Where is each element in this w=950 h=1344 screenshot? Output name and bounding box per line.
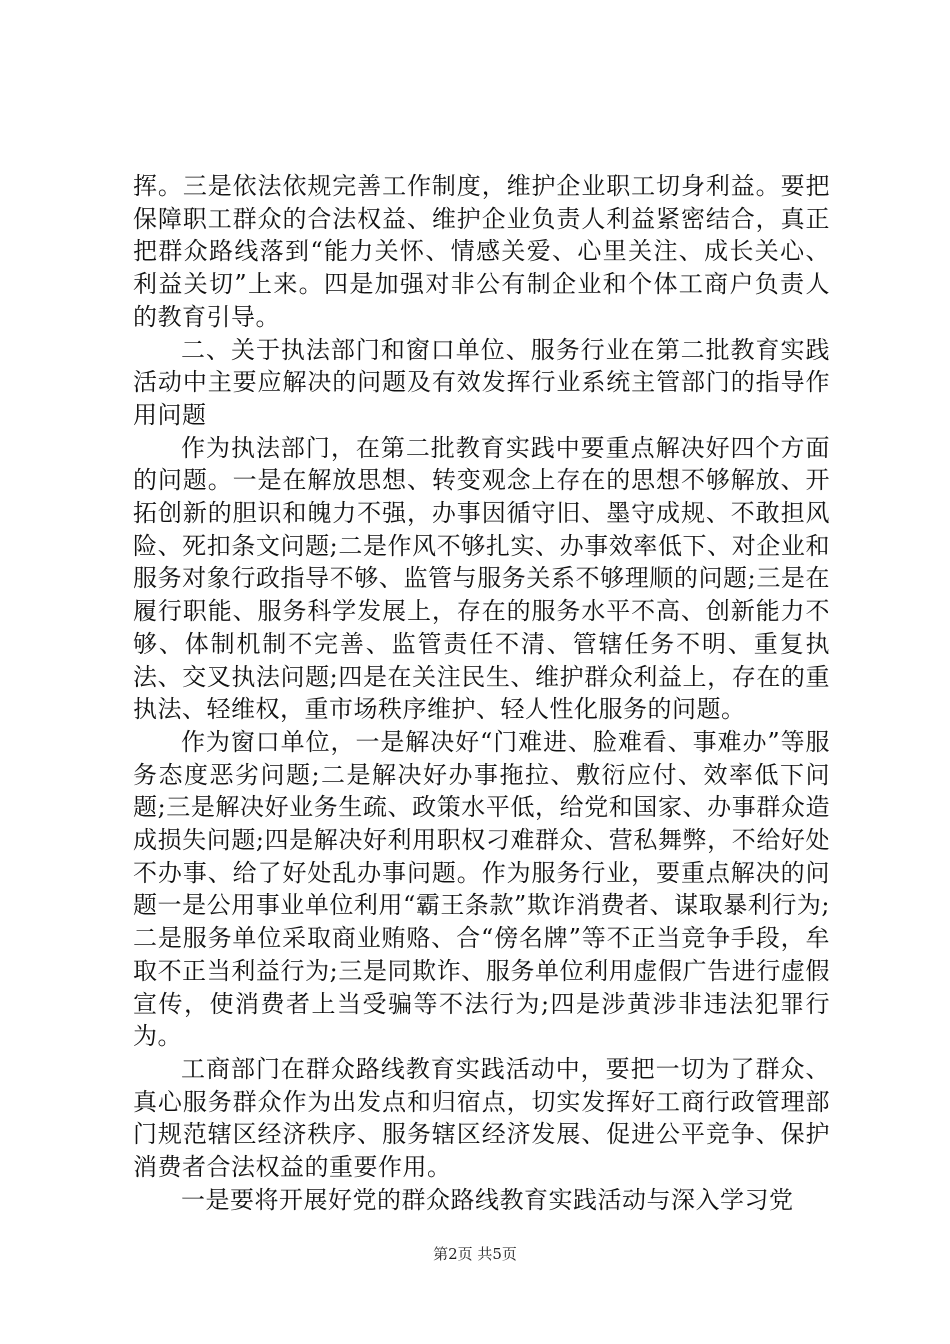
page-number-footer: 第2页 共5页: [433, 1245, 517, 1263]
paragraph-3: 作为执法部门，在第二批教育实践中要重点解决好四个方面的问题。一是在解放思想、转变观念上存在的思想不够解放、开拓创新的胆识和魄力不强，办事因循守旧、墨守成规、不敢担风险、死扣条文问题;二是作风不够扎实、办事效率低下、对企业和服务对象行政指导不够、监管与服务关系不够理顺的问题;三是在履行职能、服务科学发展上，存在的服务水平不高、创新能力不够、体制机制不完善、监管责任不清、管辖任务不明、重复执法、交叉执法问题;四是在关注民生、维护群众利益上，存在的重执法、轻维权，重市场秩序维护、轻人性化服务的问题。: [133, 433, 830, 724]
paragraph-5: 工商部门在群众路线教育实践活动中，要把一切为了群众、真心服务群众作为出发点和归宿点，切实发挥好工商行政管理部门规范辖区经济秩序、服务辖区经济发展、促进公平竞争、保护消费者合法权益的重要作用。: [133, 1054, 830, 1182]
document-body: [133, 170, 830, 1217]
paragraph-6: 一是要将开展好党的群众路线教育实践活动与深入学习党: [181, 1185, 794, 1214]
paragraph-1: 挥。三是依法依规完善工作制度，维护企业职工切身利益。要把保障职工群众的合法权益、维护企业负责人利益紧密结合，真正把群众路线落到“能力关怀、情感关爱、心里关注、成长关心、利益关切”上来。四是加强对非公有制企业和个体工商户负责人的教育引导。: [133, 172, 830, 331]
paragraph-4: 作为窗口单位，一是解决好“门难进、脸难看、事难办”等服务态度恶劣问题;二是解决好办事拖拉、敷衍应付、效率低下问题;三是解决好业务生疏、政策水平低，给党和国家、办事群众造成损失问题;四是解决好利用职权刁难群众、营私舞弊，不给好处不办事、给了好处乱办事问题。作为服务行业，要重点解决的问题一是公用事业单位利用“霸王条款”欺诈消费者、谋取暴利行为;二是服务单位采取商业贿赂、合“傍名牌”等不正当竞争手段，牟取不正当利益行为;三是同欺诈、服务单位利用虚假广告进行虚假宣传，使消费者上当受骗等不法行为;四是涉黄涉非违法犯罪行为。: [133, 727, 830, 1051]
paragraph-2-section-heading: 二、关于执法部门和窗口单位、服务行业在第二批教育实践活动中主要应解决的问题及有效发挥行业系统主管部门的指导作用问题: [133, 335, 830, 429]
